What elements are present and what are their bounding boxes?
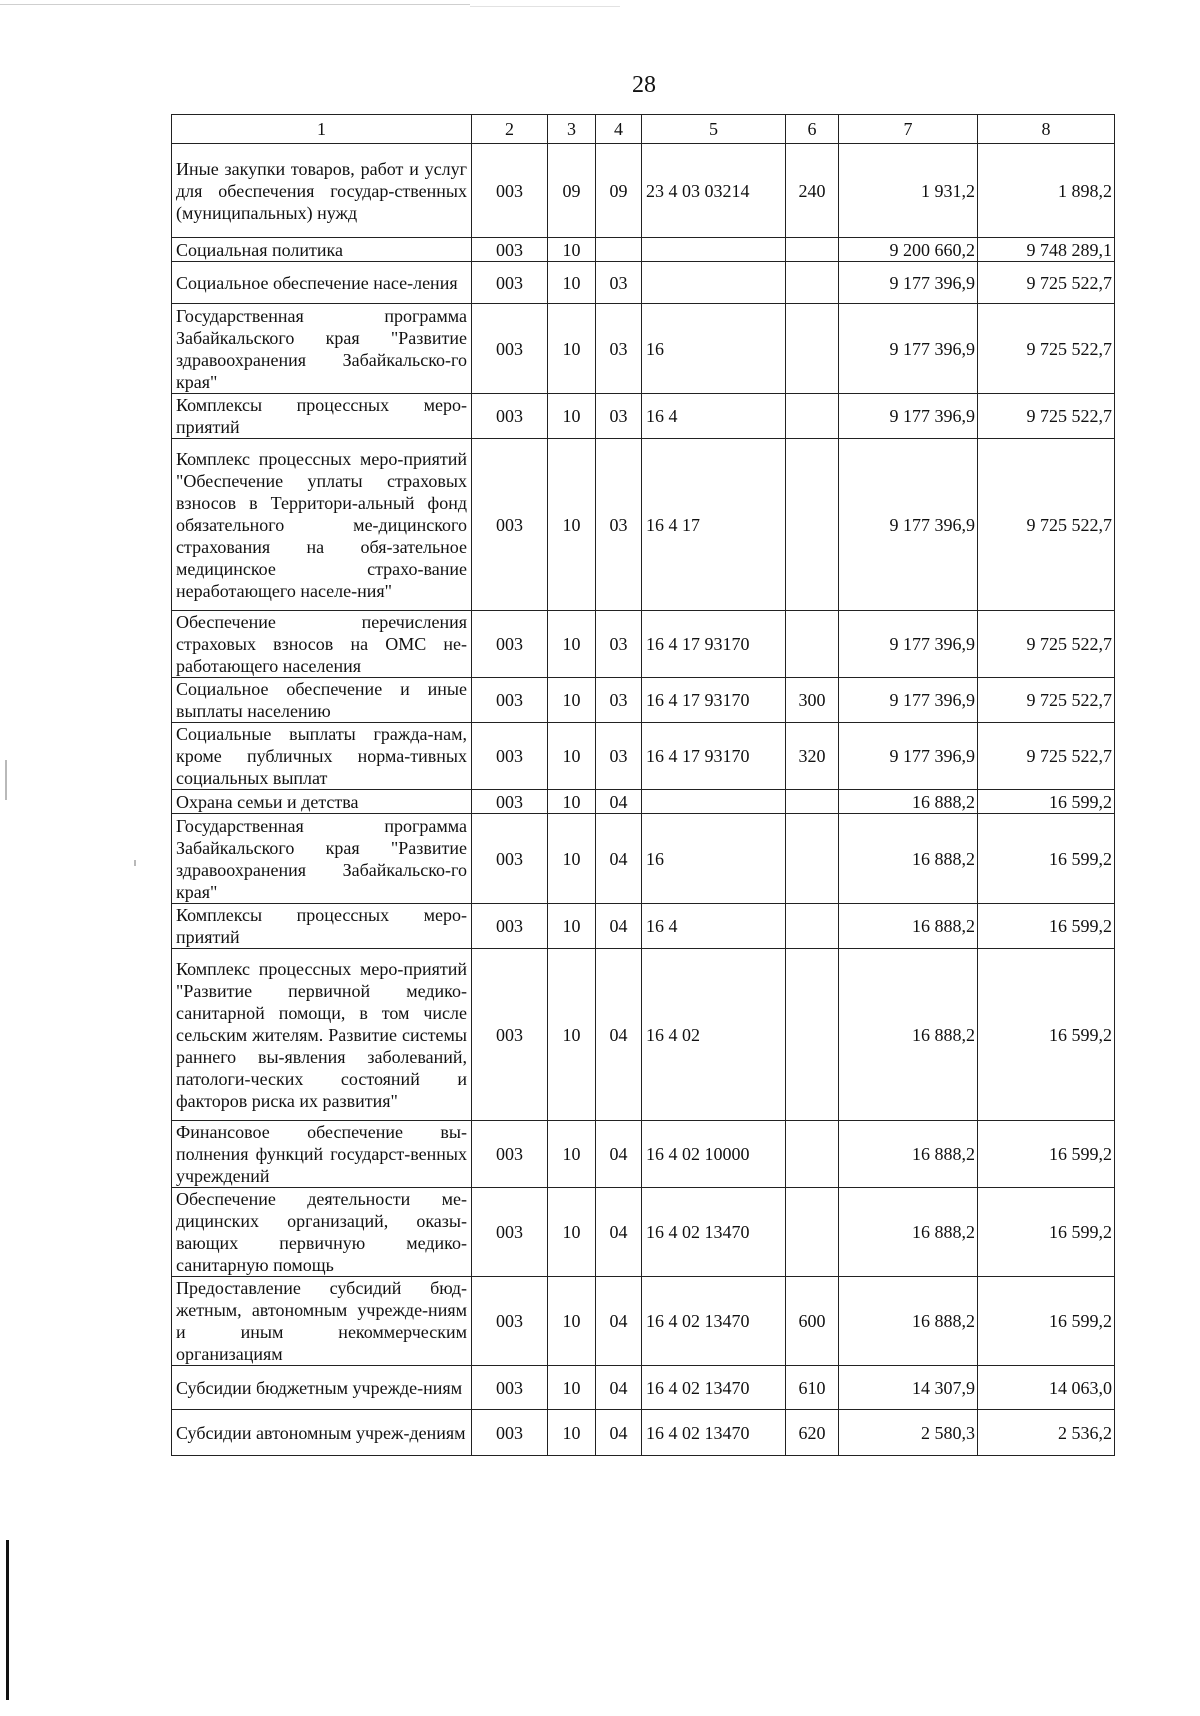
amount-col8-cell: 9 725 522,7 <box>978 678 1115 723</box>
amount-col8-cell: 16 599,2 <box>978 1188 1115 1277</box>
table-row <box>172 904 1115 949</box>
amount-col8-cell: 9 725 522,7 <box>978 304 1115 394</box>
admin-code-cell: 003 <box>472 723 548 790</box>
column-header: 2 <box>472 115 548 144</box>
target-article-cell: 16 <box>642 304 786 394</box>
amount-col7-cell: 16 888,2 <box>839 1121 978 1188</box>
amount-col8-cell: 16 599,2 <box>978 904 1115 949</box>
target-article-cell <box>642 790 786 814</box>
admin-code-cell: 003 <box>472 611 548 678</box>
target-article-cell: 16 4 02 13470 <box>642 1277 786 1366</box>
row-name-cell: Социальное обеспечение насе-ления <box>172 262 472 304</box>
section-cell: 10 <box>548 1410 596 1456</box>
amount-col7-cell: 9 177 396,9 <box>839 304 978 394</box>
section-cell: 10 <box>548 1366 596 1410</box>
section-cell: 10 <box>548 1121 596 1188</box>
column-header: 1 <box>172 115 472 144</box>
expense-type-cell: 600 <box>786 1277 839 1366</box>
table-row <box>172 814 1115 904</box>
section-cell: 10 <box>548 1188 596 1277</box>
admin-code-cell: 003 <box>472 1410 548 1456</box>
expense-type-cell: 300 <box>786 678 839 723</box>
table-header-row <box>172 115 1115 144</box>
amount-col7-cell: 9 177 396,9 <box>839 394 978 439</box>
column-header: 3 <box>548 115 596 144</box>
amount-col7-cell: 16 888,2 <box>839 949 978 1121</box>
row-name-cell: Охрана семьи и детства <box>172 790 472 814</box>
expense-type-cell <box>786 238 839 262</box>
amount-col8-cell: 16 599,2 <box>978 1121 1115 1188</box>
admin-code-cell: 003 <box>472 1121 548 1188</box>
expense-type-cell <box>786 439 839 611</box>
expense-type-cell <box>786 304 839 394</box>
section-cell: 09 <box>548 144 596 238</box>
section-cell: 10 <box>548 1277 596 1366</box>
admin-code-cell: 003 <box>472 262 548 304</box>
subsection-cell: 04 <box>596 814 642 904</box>
subsection-cell <box>596 238 642 262</box>
subsection-cell: 03 <box>596 439 642 611</box>
target-article-cell: 16 4 02 <box>642 949 786 1121</box>
row-name-cell: Государственная программа Забайкальского края "Развитие здравоохранения Забайкальско-го края" <box>172 814 472 904</box>
admin-code-cell: 003 <box>472 238 548 262</box>
table-row <box>172 723 1115 790</box>
budget-table-container <box>171 114 1115 1456</box>
target-article-cell: 16 4 02 13470 <box>642 1188 786 1277</box>
amount-col7-cell: 9 177 396,9 <box>839 262 978 304</box>
amount-col7-cell: 16 888,2 <box>839 1277 978 1366</box>
row-name-cell: Социальная политика <box>172 238 472 262</box>
subsection-cell: 04 <box>596 1121 642 1188</box>
column-header: 7 <box>839 115 978 144</box>
row-name-cell: Социальное обеспечение и иные выплаты населению <box>172 678 472 723</box>
section-cell: 10 <box>548 814 596 904</box>
table-row <box>172 1277 1115 1366</box>
scan-artifact-mark <box>5 760 7 800</box>
subsection-cell: 03 <box>596 304 642 394</box>
amount-col8-cell: 9 725 522,7 <box>978 262 1115 304</box>
scan-artifact-line <box>0 4 470 5</box>
amount-col7-cell: 2 580,3 <box>839 1410 978 1456</box>
subsection-cell: 03 <box>596 723 642 790</box>
amount-col8-cell: 9 748 289,1 <box>978 238 1115 262</box>
target-article-cell: 16 4 17 93170 <box>642 611 786 678</box>
expense-type-cell: 610 <box>786 1366 839 1410</box>
scan-artifact-bar <box>6 1540 9 1700</box>
section-cell: 10 <box>548 949 596 1121</box>
table-row <box>172 262 1115 304</box>
admin-code-cell: 003 <box>472 904 548 949</box>
amount-col7-cell: 16 888,2 <box>839 814 978 904</box>
subsection-cell: 04 <box>596 1277 642 1366</box>
admin-code-cell: 003 <box>472 439 548 611</box>
scan-artifact-line <box>470 6 620 7</box>
admin-code-cell: 003 <box>472 1277 548 1366</box>
subsection-cell: 03 <box>596 262 642 304</box>
amount-col7-cell: 14 307,9 <box>839 1366 978 1410</box>
column-header: 4 <box>596 115 642 144</box>
subsection-cell: 04 <box>596 1366 642 1410</box>
table-row <box>172 611 1115 678</box>
admin-code-cell: 003 <box>472 678 548 723</box>
budget-table <box>171 114 1115 1456</box>
row-name-cell: Обеспечение перечисления страховых взносов на ОМС не-работающего населения <box>172 611 472 678</box>
expense-type-cell <box>786 1188 839 1277</box>
subsection-cell: 04 <box>596 904 642 949</box>
row-name-cell: Субсидии бюджетным учрежде-ниям <box>172 1366 472 1410</box>
table-row <box>172 678 1115 723</box>
row-name-cell: Комплексы процессных меро-приятий <box>172 394 472 439</box>
amount-col8-cell: 14 063,0 <box>978 1366 1115 1410</box>
amount-col7-cell: 16 888,2 <box>839 904 978 949</box>
admin-code-cell: 003 <box>472 949 548 1121</box>
section-cell: 10 <box>548 904 596 949</box>
subsection-cell: 03 <box>596 394 642 439</box>
expense-type-cell <box>786 262 839 304</box>
section-cell: 10 <box>548 678 596 723</box>
amount-col8-cell: 16 599,2 <box>978 814 1115 904</box>
page-number: 28 <box>632 72 656 98</box>
table-row <box>172 238 1115 262</box>
amount-col8-cell: 9 725 522,7 <box>978 439 1115 611</box>
row-name-cell: Финансовое обеспечение вы-полнения функций государст-венных учреждений <box>172 1121 472 1188</box>
subsection-cell: 04 <box>596 949 642 1121</box>
section-cell: 10 <box>548 790 596 814</box>
target-article-cell: 16 4 <box>642 394 786 439</box>
amount-col8-cell: 9 725 522,7 <box>978 611 1115 678</box>
amount-col8-cell: 9 725 522,7 <box>978 723 1115 790</box>
section-cell: 10 <box>548 238 596 262</box>
target-article-cell: 16 4 17 93170 <box>642 723 786 790</box>
row-name-cell: Государственная программа Забайкальского края "Развитие здравоохранения Забайкальско-го края" <box>172 304 472 394</box>
table-row <box>172 790 1115 814</box>
scan-artifact-mark <box>134 860 136 866</box>
row-name-cell: Обеспечение деятельности ме-дицинских организаций, оказы-вающих первичную медико-санитарную помощь <box>172 1188 472 1277</box>
admin-code-cell: 003 <box>472 1188 548 1277</box>
row-name-cell: Комплекс процессных меро-приятий "Развитие первичной медико-санитарной помощи, в том числе сельским жителям. Развитие системы раннего вы-явления заболеваний, патологи-ческих состояний и факторов риска их развития" <box>172 949 472 1121</box>
target-article-cell: 16 4 02 13470 <box>642 1410 786 1456</box>
column-header: 8 <box>978 115 1115 144</box>
admin-code-cell: 003 <box>472 790 548 814</box>
amount-col8-cell: 16 599,2 <box>978 1277 1115 1366</box>
amount-col7-cell: 16 888,2 <box>839 790 978 814</box>
subsection-cell: 09 <box>596 144 642 238</box>
section-cell: 10 <box>548 611 596 678</box>
admin-code-cell: 003 <box>472 144 548 238</box>
section-cell: 10 <box>548 439 596 611</box>
section-cell: 10 <box>548 723 596 790</box>
table-row <box>172 1121 1115 1188</box>
table-row <box>172 304 1115 394</box>
table-row <box>172 949 1115 1121</box>
amount-col8-cell: 9 725 522,7 <box>978 394 1115 439</box>
table-row <box>172 1188 1115 1277</box>
amount-col8-cell: 16 599,2 <box>978 949 1115 1121</box>
expense-type-cell <box>786 394 839 439</box>
amount-col7-cell: 9 177 396,9 <box>839 678 978 723</box>
amount-col7-cell: 9 177 396,9 <box>839 611 978 678</box>
section-cell: 10 <box>548 262 596 304</box>
amount-col7-cell: 9 200 660,2 <box>839 238 978 262</box>
row-name-cell: Комплекс процессных меро-приятий "Обеспечение уплаты страховых взносов в Территори-альный фонд обязательного ме-дицинского страхования на обя-зательное медицинское страхо-вание неработающего населе-ния" <box>172 439 472 611</box>
table-row <box>172 1366 1115 1410</box>
column-header: 6 <box>786 115 839 144</box>
amount-col7-cell: 9 177 396,9 <box>839 439 978 611</box>
subsection-cell: 03 <box>596 611 642 678</box>
expense-type-cell <box>786 611 839 678</box>
expense-type-cell: 240 <box>786 144 839 238</box>
row-name-cell: Иные закупки товаров, работ и услуг для обеспечения государ-ственных (муниципальных) нужд <box>172 144 472 238</box>
amount-col8-cell: 1 898,2 <box>978 144 1115 238</box>
amount-col8-cell: 2 536,2 <box>978 1410 1115 1456</box>
expense-type-cell <box>786 814 839 904</box>
admin-code-cell: 003 <box>472 814 548 904</box>
subsection-cell: 03 <box>596 678 642 723</box>
expense-type-cell <box>786 1121 839 1188</box>
target-article-cell: 16 4 02 10000 <box>642 1121 786 1188</box>
subsection-cell: 04 <box>596 790 642 814</box>
admin-code-cell: 003 <box>472 1366 548 1410</box>
section-cell: 10 <box>548 304 596 394</box>
row-name-cell: Предоставление субсидий бюд-жетным, автономным учрежде-ниям и иным некоммерческим организациям <box>172 1277 472 1366</box>
amount-col7-cell: 9 177 396,9 <box>839 723 978 790</box>
subsection-cell: 04 <box>596 1188 642 1277</box>
row-name-cell: Социальные выплаты гражда-нам, кроме публичных норма-тивных социальных выплат <box>172 723 472 790</box>
table-row <box>172 1410 1115 1456</box>
target-article-cell: 16 4 02 13470 <box>642 1366 786 1410</box>
row-name-cell: Комплексы процессных меро-приятий <box>172 904 472 949</box>
table-row <box>172 144 1115 238</box>
amount-col7-cell: 16 888,2 <box>839 1188 978 1277</box>
target-article-cell: 16 4 17 93170 <box>642 678 786 723</box>
target-article-cell: 16 4 17 <box>642 439 786 611</box>
expense-type-cell <box>786 904 839 949</box>
target-article-cell <box>642 238 786 262</box>
expense-type-cell: 620 <box>786 1410 839 1456</box>
subsection-cell: 04 <box>596 1410 642 1456</box>
row-name-cell: Субсидии автономным учреж-дениям <box>172 1410 472 1456</box>
section-cell: 10 <box>548 394 596 439</box>
expense-type-cell <box>786 790 839 814</box>
amount-col8-cell: 16 599,2 <box>978 790 1115 814</box>
admin-code-cell: 003 <box>472 394 548 439</box>
table-row <box>172 394 1115 439</box>
table-row <box>172 439 1115 611</box>
target-article-cell: 16 <box>642 814 786 904</box>
column-header: 5 <box>642 115 786 144</box>
target-article-cell: 23 4 03 03214 <box>642 144 786 238</box>
expense-type-cell: 320 <box>786 723 839 790</box>
admin-code-cell: 003 <box>472 304 548 394</box>
target-article-cell: 16 4 <box>642 904 786 949</box>
amount-col7-cell: 1 931,2 <box>839 144 978 238</box>
target-article-cell <box>642 262 786 304</box>
expense-type-cell <box>786 949 839 1121</box>
